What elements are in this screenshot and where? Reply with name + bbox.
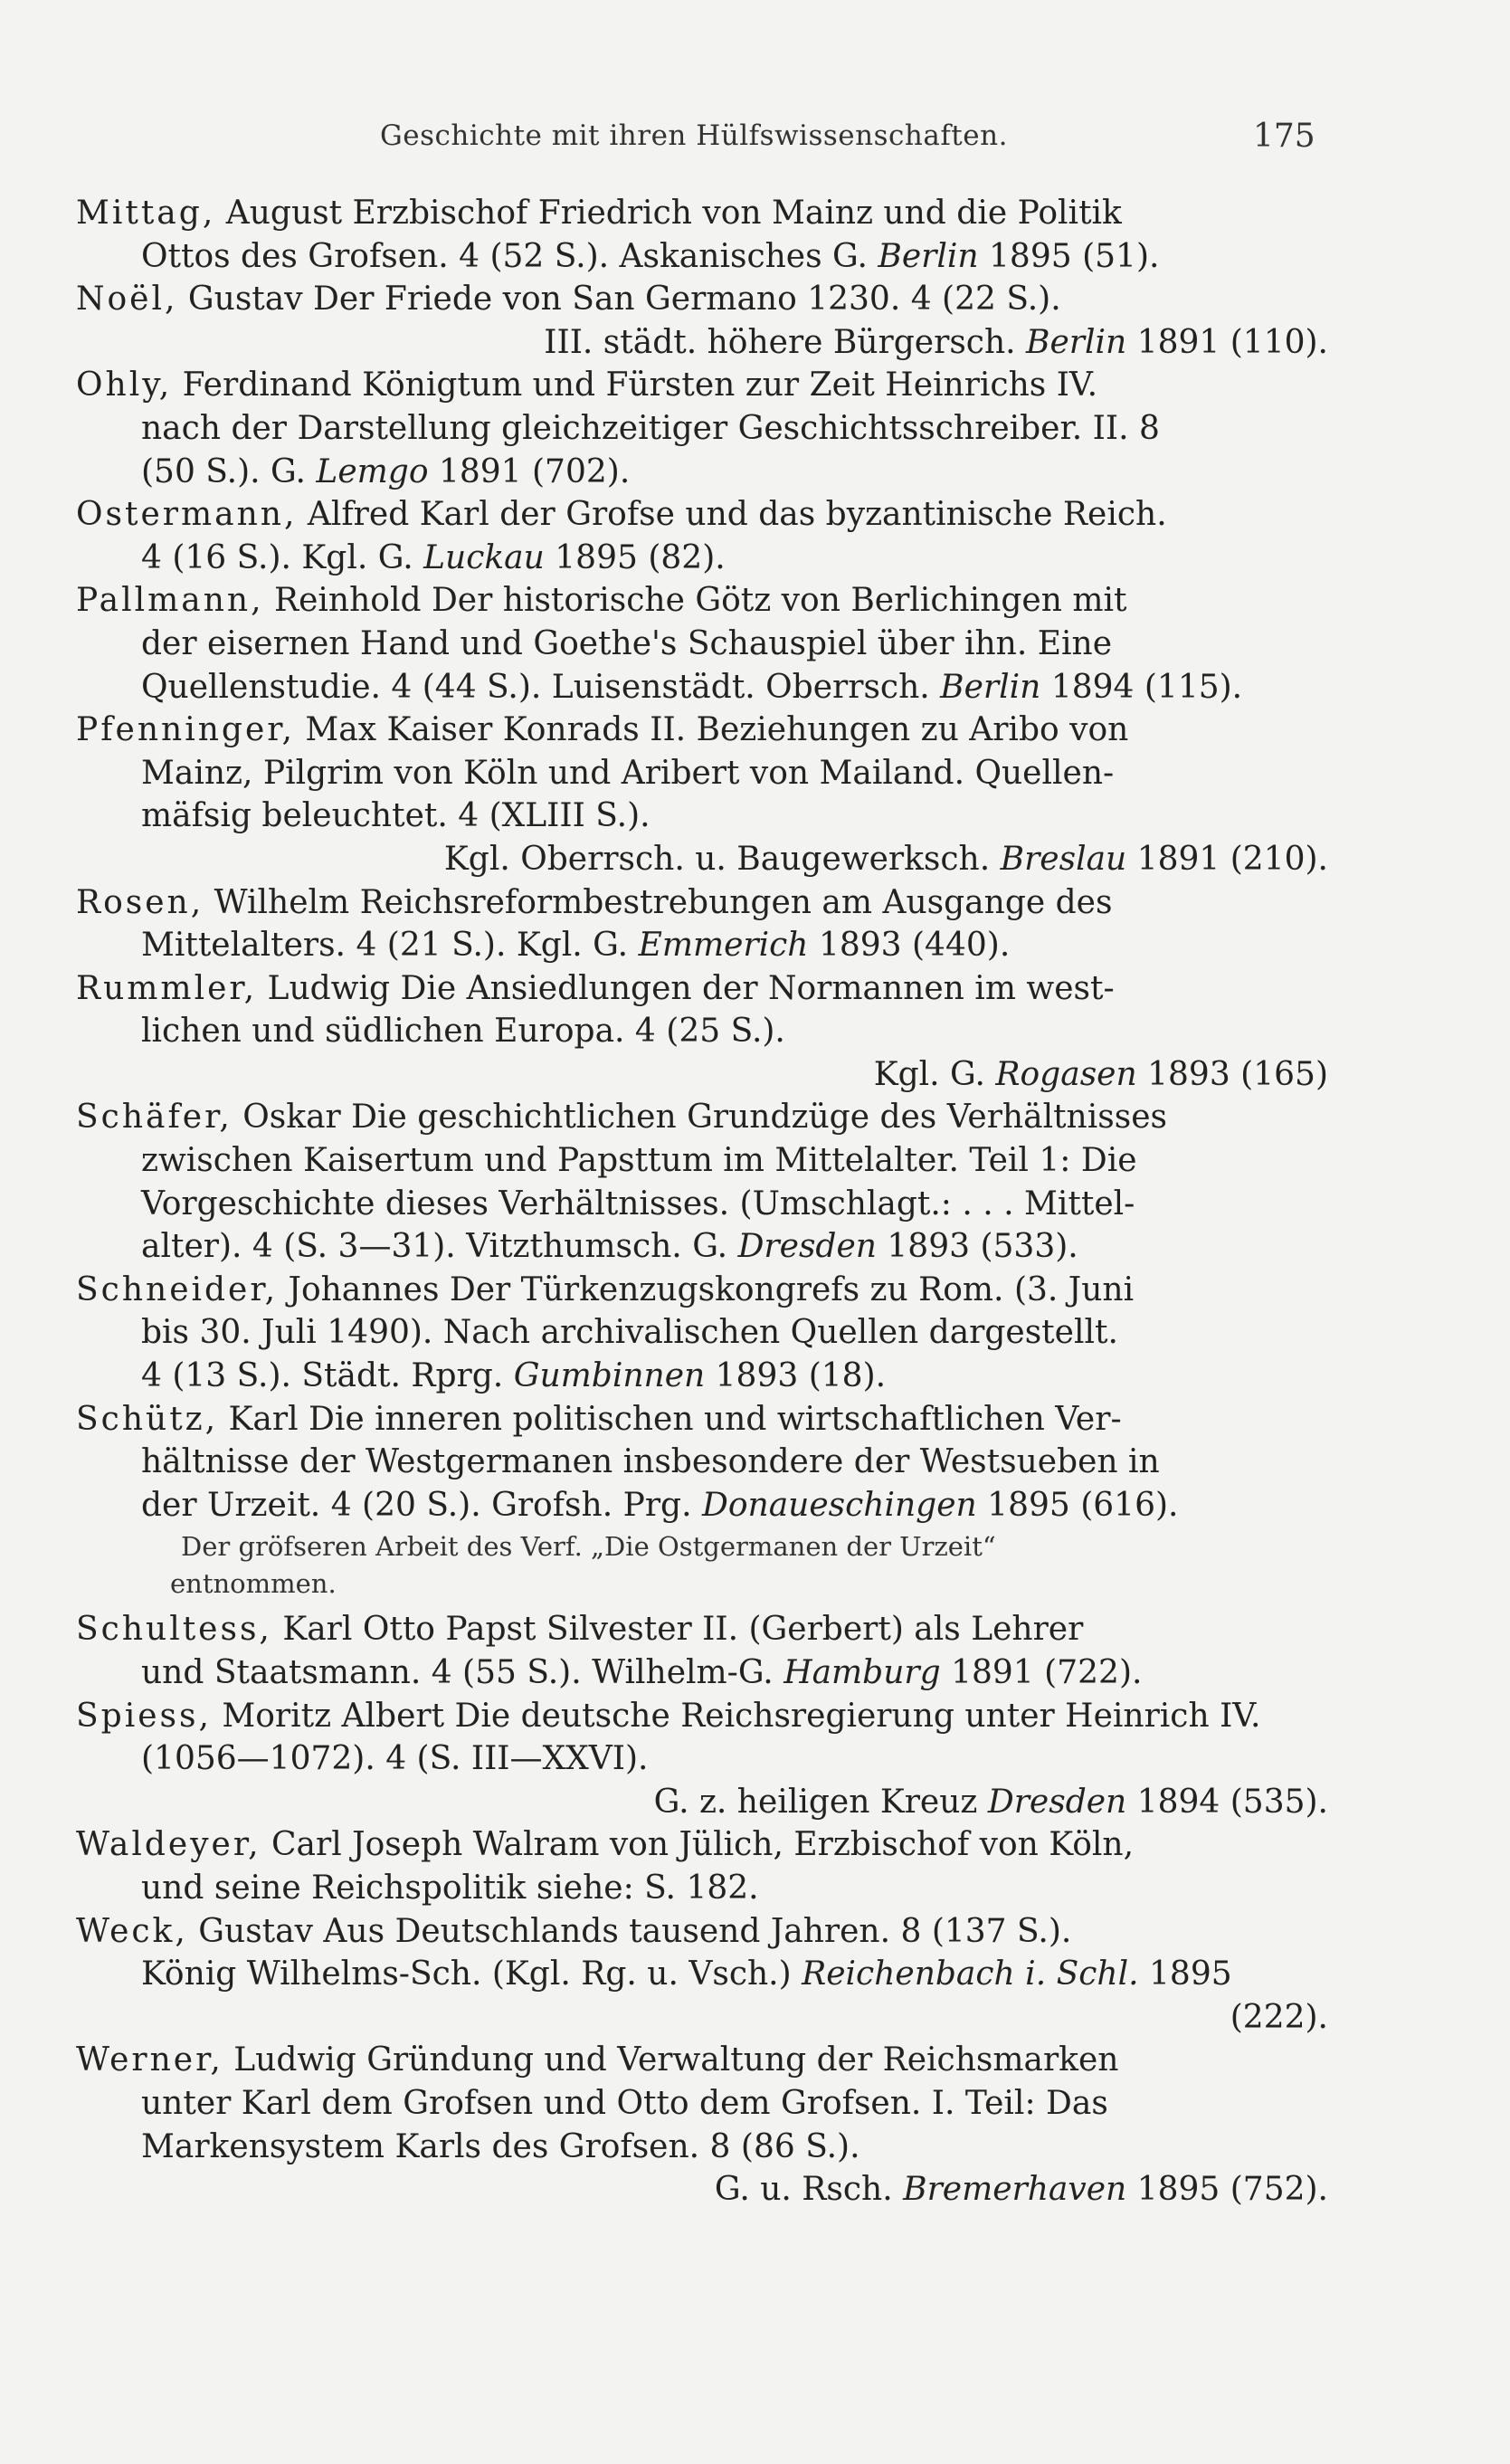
entry-tail: (222). [1230, 1998, 1328, 2036]
entry-place: Bremerhaven [903, 2171, 1127, 2209]
note-text: Der gröfseren Arbeit des Verf. „Die Ostgermanen der Urzeit“ [181, 1531, 996, 1563]
entry-text: bis 30. Juli 1490). Nach archivalischen Quellen dargestellt. [141, 1314, 1118, 1352]
entry-text: Ferdinand Königtum und Fürsten zur Zeit Heinrichs IV. [182, 366, 1098, 404]
entry-text: Mainz, Pilgrim von Köln und Aribert von Mailand. Quellen- [141, 754, 1115, 792]
entry-text: zwischen Kaisertum und Papsttum im Mittelalter. Teil 1: Die [141, 1142, 1137, 1180]
entry-place: Hamburg [783, 1654, 941, 1691]
entry-place: Lemgo [316, 452, 429, 490]
entry-author: Ostermann, [76, 496, 298, 534]
entry-text: Gustav Aus Deutschlands tausend Jahren. 8 (137 S.). [198, 1912, 1072, 1950]
entry-text: Wilhelm Reichsreformbestrebungen am Ausgange des [214, 883, 1113, 921]
entry-place: Luckau [423, 538, 545, 576]
entry-text: 4 (16 S.). Kgl. G. [141, 538, 413, 576]
bibliography-entry [76, 1695, 1328, 1824]
entry-text: (1056—1072). 4 (S. III—XXVI). [141, 1740, 649, 1778]
entry-text: hältnisse der Westgermanen insbesondere der Westsueben in [141, 1443, 1160, 1481]
entry-text: III. städt. höhere Bürgersch. [544, 323, 1016, 361]
entry-text: König Wilhelms-Sch. (Kgl. Rg. u. Vsch.) [141, 1955, 792, 1993]
entry-text: alter). 4 (S. 3—31). Vitzthumsch. G. [141, 1228, 728, 1266]
entry-tail: 1895 (616). [987, 1486, 1179, 1524]
entry-author: Weck, [76, 1912, 188, 1950]
entry-author: Noël, [76, 281, 178, 319]
entry-tail: 1895 (51). [989, 237, 1160, 275]
entry-text: Johannes Der Türkenzugskongrefs zu Rom. (3. Juni [288, 1270, 1135, 1308]
entry-tail: 1891 (110). [1136, 323, 1328, 361]
bibliography-entry [76, 364, 1328, 493]
entry-text: lichen und südlichen Europa. 4 (25 S.). [141, 1013, 785, 1051]
bibliography-entry [76, 278, 1328, 364]
entry-text: Oskar Die geschichtlichen Grundzüge des Verhältnisses [242, 1099, 1167, 1137]
entry-author: Rosen, [76, 883, 204, 921]
entry-text: Ludwig Gründung und Verwaltung der Reichsmarken [233, 2041, 1119, 2079]
entry-text: nach der Darstellung gleichzeitiger Geschichtsschreiber. II. 8 [141, 409, 1160, 447]
entry-text: Gustav Der Friede von San Germano 1230. 4 (22 S.). [187, 281, 1061, 319]
bibliography-entry [76, 967, 1328, 1097]
entry-text: (50 S.). G. [141, 452, 306, 490]
entry-tail: 1895 [1149, 1955, 1232, 1993]
entry-text: Max Kaiser Konrads II. Beziehungen zu Aribo von [305, 711, 1129, 749]
entry-text: 4 (13 S.). Städt. Rprg. [141, 1357, 504, 1395]
entry-author: Werner, [76, 2041, 223, 2079]
entry-tail: 1894 (115). [1050, 668, 1243, 706]
entry-text: Karl Die inneren politischen und wirtschaftlichen Ver- [228, 1400, 1122, 1438]
page-number: 175 [1253, 118, 1315, 155]
entry-text: Ludwig Die Ansiedlungen der Normannen im west- [267, 969, 1115, 1007]
entry-text: Karl Otto Papst Silvester II. (Gerbert) als Lehrer [282, 1611, 1084, 1649]
entry-text: Kgl. Oberrsch. u. Baugewerksch. [443, 840, 991, 878]
bibliography-entry [76, 192, 1328, 278]
bibliography-entry [76, 493, 1328, 579]
bibliography-entry [76, 1823, 1328, 1909]
bibliography-list [76, 192, 1328, 2212]
entry-author: Rummler, [76, 969, 258, 1007]
entry-tail: 1891 (722). [951, 1654, 1143, 1691]
entry-text: Kgl. G. [873, 1055, 985, 1093]
entry-author: Pallmann, [76, 582, 264, 620]
entry-text: und seine Reichspolitik siehe: S. 182. [141, 1869, 759, 1907]
entry-tail: 1891 (210). [1136, 840, 1328, 878]
entry-author: Schütz, [76, 1400, 219, 1438]
bibliography-entry [76, 1910, 1328, 2040]
running-title: Geschichte mit ihren Hülfswissenschaften. [380, 119, 1008, 152]
entry-place: Dresden [737, 1228, 877, 1266]
entry-place: Donaueschingen [701, 1486, 977, 1524]
entry-place: Berlin [1026, 323, 1127, 361]
entry-text: August Erzbischof Friedrich von Mainz und die Politik [225, 195, 1122, 232]
entry-tail: 1891 (702). [438, 452, 631, 490]
entry-tail: 1893 (18). [715, 1357, 887, 1395]
entry-author: Schneider, [76, 1270, 279, 1308]
entry-text: Ottos des Grofsen. 4 (52 S.). Askanisches G. [141, 237, 868, 275]
entry-author: Schäfer, [76, 1099, 233, 1137]
entry-text: Carl Joseph Walram von Jülich, Erzbischof von Köln, [271, 1826, 1135, 1864]
bibliography-entry [76, 579, 1328, 709]
entry-text: Quellenstudie. 4 (44 S.). Luisenstädt. Oberrsch. [141, 668, 930, 706]
entry-place: Berlin [940, 668, 1041, 706]
entry-tail: 1893 (165) [1147, 1055, 1328, 1093]
entry-text: Vorgeschichte dieses Verhältnisses. (Umschlagt.: . . . Mittel- [141, 1184, 1135, 1222]
entry-place: Emmerich [638, 927, 809, 965]
entry-place: Rogasen [995, 1055, 1137, 1093]
entry-author: Spiess, [76, 1697, 212, 1735]
entry-text: G. u. Rsch. [714, 2171, 893, 2209]
entry-text: und Staatsmann. 4 (55 S.). Wilhelm-G. [141, 1654, 774, 1691]
entry-author: Mittag, [76, 195, 216, 232]
bibliography-entry [76, 1096, 1328, 1268]
entry-text: der eisernen Hand und Goethe's Schauspiel über ihn. Eine [141, 624, 1113, 662]
entry-author: Waldeyer, [76, 1826, 261, 1864]
entry-place: Breslau [1000, 840, 1127, 878]
entry-note [76, 1528, 1328, 1603]
entry-tail: 1893 (440). [818, 927, 1011, 965]
bibliography-entry [76, 1398, 1328, 1527]
entry-text: der Urzeit. 4 (20 S.). Grofsh. Prg. [141, 1486, 692, 1524]
entry-author: Pfenninger, [76, 711, 295, 749]
entry-tail: 1895 (752). [1136, 2171, 1328, 2209]
entry-place: Dresden [987, 1783, 1127, 1821]
bibliography-entry [76, 1269, 1328, 1398]
entry-text: Moritz Albert Die deutsche Reichsregierung unter Heinrich IV. [222, 1697, 1261, 1735]
entry-place: Berlin [878, 237, 979, 275]
entry-place: Reichenbach i. Schl. [802, 1955, 1139, 1993]
entry-text: Reinhold Der historische Götz von Berlichingen mit [273, 582, 1127, 620]
bibliography-entry [76, 709, 1328, 880]
entry-text: Alfred Karl der Grofse und das byzantinische Reich. [307, 496, 1167, 534]
entry-place: Gumbinnen [513, 1357, 706, 1395]
entry-tail: 1894 (535). [1136, 1783, 1328, 1821]
entry-text: mäfsig beleuchtet. 4 (XLIII S.). [141, 797, 651, 835]
entry-tail: 1895 (82). [555, 538, 726, 576]
note-text: entnommen. [170, 1568, 337, 1600]
entry-text: Mittelalters. 4 (21 S.). Kgl. G. [141, 927, 629, 965]
bibliography-entry [76, 881, 1328, 967]
entry-author: Schultess, [76, 1611, 272, 1649]
entry-author: Ohly, [76, 366, 173, 404]
entry-text: G. z. heiligen Kreuz [653, 1783, 978, 1821]
entry-text: Markensystem Karls des Grofsen. 8 (86 S.). [141, 2127, 860, 2165]
bibliography-entry [76, 2039, 1328, 2211]
bibliography-entry [76, 1608, 1328, 1694]
entry-tail: 1893 (533). [887, 1228, 1078, 1266]
entry-text: unter Karl dem Grofsen und Otto dem Grofsen. I. Teil: Das [141, 2084, 1108, 2122]
